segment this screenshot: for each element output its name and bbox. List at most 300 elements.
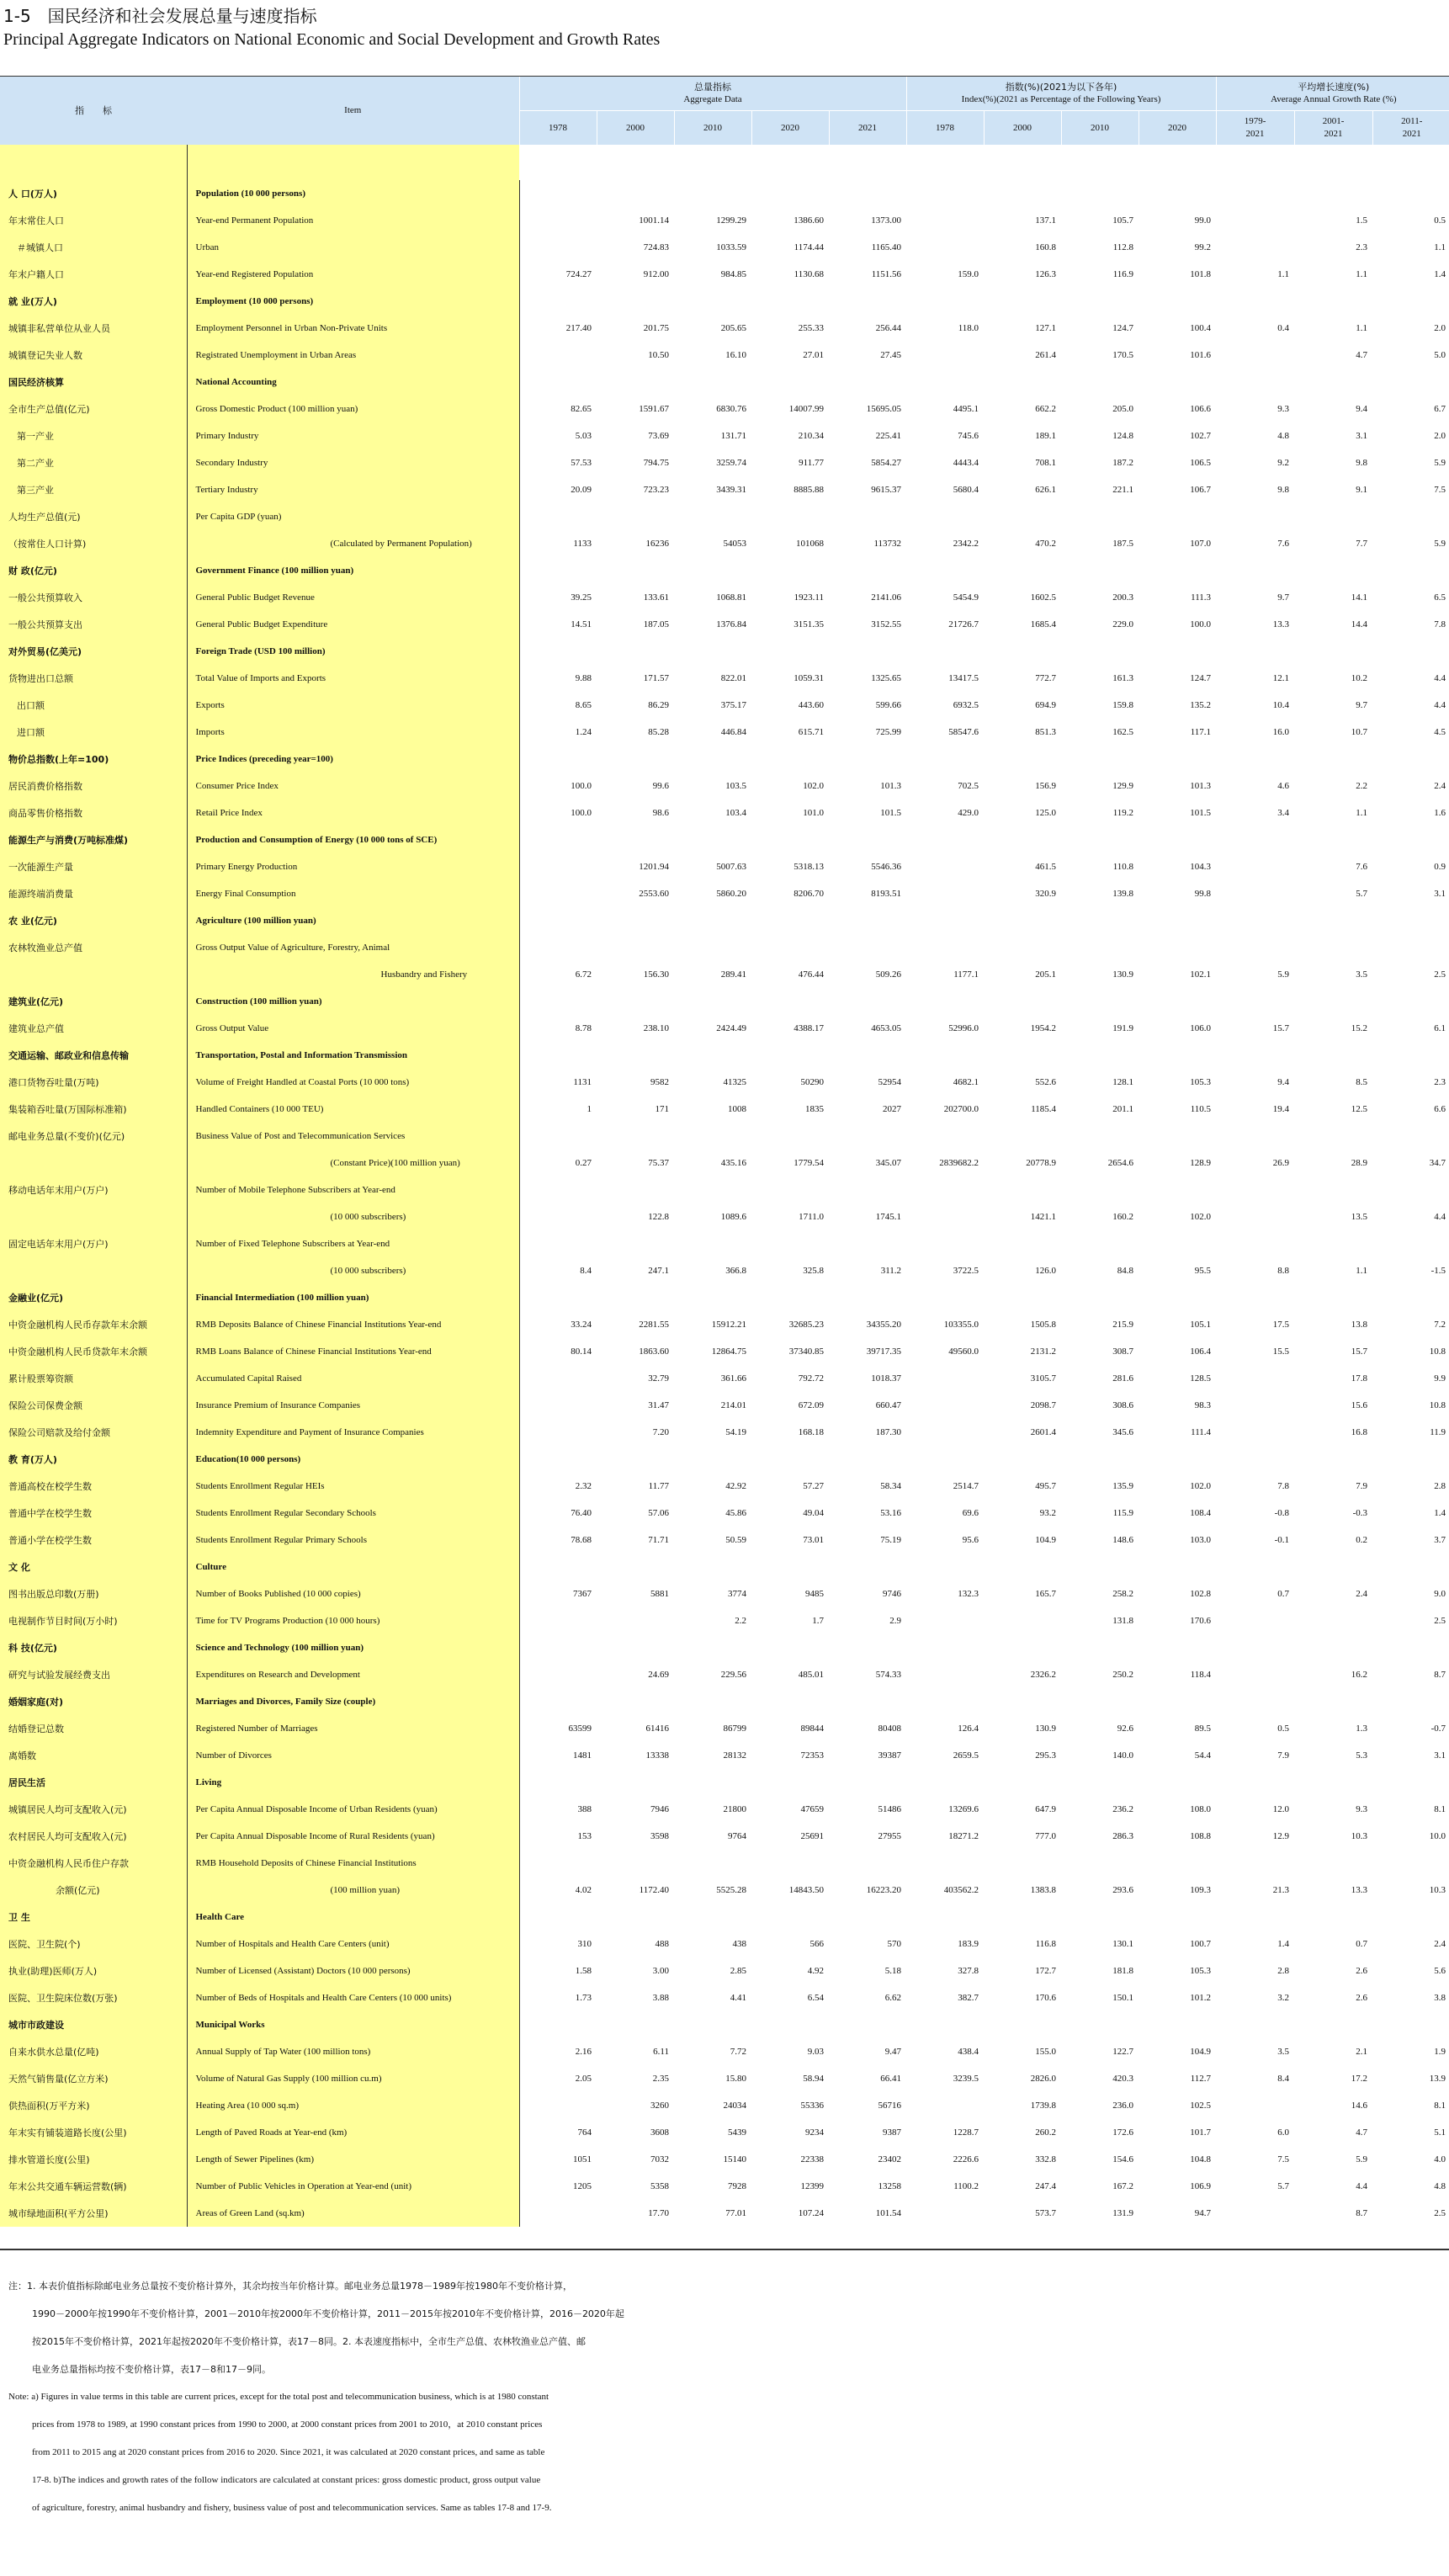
header-idx-year: 2020: [1138, 111, 1216, 146]
aggregate-value-cell: [519, 1176, 597, 1203]
index-value-cell: 104.8: [1190, 2154, 1212, 2164]
index-value-cell: 205.1: [1035, 969, 1057, 980]
growth-rate-cell: 5.6: [1434, 1966, 1446, 1976]
index-value-cell: [906, 1769, 984, 1796]
index-value-cell: [1061, 1688, 1138, 1715]
index-value-cell: 21726.7: [948, 619, 979, 629]
aggregate-value-cell: 1299.29: [716, 215, 746, 226]
growth-rate-cell: [1372, 934, 1449, 961]
indicator-name-en: (100 million yuan): [187, 1877, 519, 1904]
header-group-index: [906, 77, 1216, 111]
index-value-cell: 202700.0: [943, 1104, 979, 1114]
indicator-name-cn: 城镇登记失业人数: [0, 342, 187, 369]
aggregate-value-cell: 5881: [650, 1589, 669, 1599]
growth-rate-cell: [1372, 907, 1449, 934]
index-value-cell: 1739.8: [1030, 2101, 1057, 2111]
aggregate-value-cell: [674, 1284, 751, 1311]
indicator-name-en: Length of Paved Roads at Year-end (km): [187, 2119, 519, 2146]
index-value-cell: 139.8: [1112, 889, 1134, 899]
index-value-cell: 201.1: [1112, 1104, 1134, 1114]
section-header-row: [0, 907, 1449, 934]
indicator-name-cn: 全市生产总值(亿元): [0, 396, 187, 422]
index-value-cell: [906, 1661, 984, 1688]
growth-rate-cell: [1216, 234, 1294, 261]
index-value-cell: [984, 907, 1061, 934]
aggregate-value-cell: 89844: [800, 1724, 824, 1734]
aggregate-value-cell: 85.28: [648, 727, 669, 737]
aggregate-value-cell: [674, 907, 751, 934]
aggregate-value-cell: 615.71: [798, 727, 824, 737]
indicator-name-cn: 商品零售价格指数: [0, 799, 187, 826]
aggregate-value-cell: 1835: [805, 1104, 824, 1114]
aggregate-value-cell: 7.72: [730, 2047, 746, 2057]
growth-rate-cell: [1372, 1688, 1449, 1715]
aggregate-value-cell: 1.24: [519, 719, 597, 746]
aggregate-value-cell: [519, 180, 597, 207]
index-value-cell: [906, 934, 984, 961]
aggregate-value-cell: 13338: [645, 1750, 669, 1761]
growth-rate-cell: 6.6: [1434, 1104, 1446, 1114]
growth-rate-cell: 3.5: [1277, 2047, 1290, 2057]
table-row: [0, 2038, 1449, 2065]
aggregate-value-cell: 39.25: [519, 584, 597, 611]
growth-rate-cell: [1372, 1904, 1449, 1931]
aggregate-value-cell: 75.37: [648, 1158, 669, 1168]
note-en-line: of agriculture, forestry, animal husbandry and fishery, business value of post and telecommunication services. Same as tables 17-8 and 17-9.: [32, 2503, 552, 2513]
table-row: [0, 1150, 1449, 1176]
index-value-cell: 128.1: [1112, 1077, 1134, 1087]
index-value-cell: [984, 1769, 1061, 1796]
growth-rate-cell: [1372, 1634, 1449, 1661]
header-item-en: Item: [187, 77, 519, 145]
aggregate-value-cell: 2027: [883, 1104, 902, 1114]
aggregate-value-cell: [519, 369, 597, 396]
aggregate-value-cell: [519, 880, 597, 907]
aggregate-value-cell: [597, 1230, 674, 1257]
indicator-name-cn: 图书出版总印数(万册): [0, 1580, 187, 1607]
aggregate-value-cell: [519, 1607, 597, 1634]
index-value-cell: [906, 907, 984, 934]
indicator-name-cn: [0, 961, 187, 988]
aggregate-value-cell: [597, 1446, 674, 1473]
index-value-cell: 102.1: [1190, 969, 1212, 980]
growth-rate-cell: 4.4: [1434, 673, 1446, 683]
aggregate-value-cell: 66.41: [880, 2074, 902, 2084]
index-value-cell: 101.8: [1190, 269, 1212, 279]
index-value-cell: 106.5: [1190, 458, 1212, 468]
index-value-cell: 2342.2: [953, 539, 979, 549]
index-value-cell: [1138, 907, 1216, 934]
indicator-name-en: Culture: [187, 1554, 519, 1580]
indicator-name-cn: 农 业(亿元): [0, 907, 187, 934]
index-value-cell: 189.1: [1035, 431, 1057, 441]
growth-rate-cell: -1.5: [1430, 1266, 1446, 1276]
growth-rate-cell: 17.2: [1351, 2074, 1368, 2084]
aggregate-value-cell: 51486: [878, 1804, 902, 1814]
index-value-cell: 18271.2: [948, 1831, 979, 1841]
indicator-name-cn: 电视制作节目时间(万小时): [0, 1607, 187, 1634]
aggregate-value-cell: [674, 2011, 751, 2038]
table-row: [0, 2200, 1449, 2227]
aggregate-value-cell: 1018.37: [871, 1373, 902, 1384]
growth-rate-cell: 2.0: [1434, 431, 1446, 441]
index-value-cell: 3105.7: [1030, 1373, 1057, 1384]
aggregate-value-cell: 56716: [878, 2101, 902, 2111]
aggregate-value-cell: 103.4: [725, 808, 746, 818]
index-value-cell: 117.1: [1190, 727, 1212, 737]
indicator-name-cn: 固定电话年末用户(万户): [0, 1230, 187, 1257]
aggregate-value-cell: 24034: [723, 2101, 746, 2111]
aggregate-value-cell: [519, 2011, 597, 2038]
indicator-name-cn: 执业(助理)医师(万人): [0, 1957, 187, 1984]
growth-rate-cell: [1294, 1688, 1372, 1715]
index-value-cell: 104.9: [1190, 2047, 1212, 2057]
indicator-name-en: Transportation, Postal and Information Transmission: [187, 1042, 519, 1069]
growth-rate-cell: 1.1: [1356, 269, 1368, 279]
table-row: [0, 773, 1449, 799]
aggregate-value-cell: 485.01: [798, 1670, 824, 1680]
aggregate-value-cell: [829, 1042, 906, 1069]
index-value-cell: 250.2: [1112, 1670, 1134, 1680]
aggregate-value-cell: [597, 369, 674, 396]
aggregate-value-cell: [829, 1634, 906, 1661]
index-value-cell: 106.0: [1190, 1023, 1212, 1033]
growth-rate-cell: [1216, 1203, 1294, 1230]
table-row: [0, 2065, 1449, 2092]
index-value-cell: [906, 1607, 984, 1634]
aggregate-value-cell: 8193.51: [871, 889, 902, 899]
index-value-cell: 2839682.2: [939, 1158, 979, 1168]
aggregate-value-cell: [829, 1688, 906, 1715]
indicator-name-cn: （按常住人口计算): [0, 530, 187, 557]
table-row: [0, 2092, 1449, 2119]
aggregate-value-cell: 4388.17: [794, 1023, 824, 1033]
index-value-cell: 156.9: [1035, 781, 1057, 791]
index-value-cell: [1138, 934, 1216, 961]
index-value-cell: 170.6: [1190, 1616, 1212, 1626]
index-value-cell: 109.3: [1190, 1885, 1212, 1895]
aggregate-value-cell: 58.94: [803, 2074, 824, 2084]
aggregate-value-cell: 443.60: [798, 700, 824, 710]
table-row: [0, 1742, 1449, 1769]
indicator-name-cn: 农林牧渔业总产值: [0, 934, 187, 961]
growth-rate-cell: 10.8: [1429, 1346, 1446, 1357]
growth-rate-cell: 16.8: [1351, 1427, 1368, 1437]
index-value-cell: 708.1: [1035, 458, 1057, 468]
table-row: [0, 1176, 1449, 1203]
header-group-growth-cn: 平均增长速度(%): [1298, 82, 1370, 93]
growth-rate-cell: 9.1: [1356, 485, 1368, 495]
aggregate-value-cell: 5358: [650, 2181, 669, 2191]
growth-rate-cell: [1372, 503, 1449, 530]
indicator-name-cn: 移动电话年末用户(万户): [0, 1176, 187, 1203]
growth-rate-cell: [1216, 1446, 1294, 1473]
growth-rate-cell: [1294, 1607, 1372, 1634]
aggregate-value-cell: 2281.55: [639, 1320, 669, 1330]
aggregate-value-cell: 1923.11: [794, 592, 824, 603]
aggregate-value-cell: 73.69: [648, 431, 669, 441]
aggregate-value-cell: [829, 1284, 906, 1311]
aggregate-value-cell: [829, 1176, 906, 1203]
growth-rate-cell: 1.9: [1434, 2047, 1446, 2057]
aggregate-value-cell: 32685.23: [788, 1320, 824, 1330]
aggregate-value-cell: 2.85: [730, 1966, 746, 1976]
table-row: [0, 530, 1449, 557]
growth-rate-cell: [1216, 1688, 1294, 1715]
table-row: [0, 1311, 1449, 1338]
aggregate-value-cell: [519, 1123, 597, 1150]
index-value-cell: [906, 503, 984, 530]
aggregate-value-cell: [674, 557, 751, 584]
aggregate-value-cell: [519, 2092, 597, 2119]
index-value-cell: 165.7: [1035, 1589, 1057, 1599]
index-value-cell: [1061, 288, 1138, 315]
aggregate-value-cell: 7946: [650, 1804, 669, 1814]
index-value-cell: 495.7: [1035, 1481, 1057, 1491]
index-value-cell: [1138, 988, 1216, 1015]
growth-rate-cell: 1.5: [1356, 215, 1368, 226]
index-value-cell: 5680.4: [953, 485, 979, 495]
aggregate-value-cell: 3.00: [652, 1966, 669, 1976]
index-value-cell: 382.7: [958, 1993, 979, 2003]
growth-rate-cell: 6.0: [1277, 2127, 1290, 2138]
header-group-index-en: Index(%)(2021 as Percentage of the Following Years): [961, 94, 1161, 104]
indicator-name-cn: 普通中学在校学生数: [0, 1500, 187, 1527]
index-value-cell: [984, 934, 1061, 961]
index-value-cell: 167.2: [1112, 2181, 1134, 2191]
indicator-name-cn: 普通高校在校学生数: [0, 1473, 187, 1500]
index-value-cell: 101.3: [1190, 781, 1212, 791]
indicator-name-cn: 就 业(万人): [0, 288, 187, 315]
aggregate-value-cell: 238.10: [643, 1023, 669, 1033]
index-value-cell: 345.6: [1112, 1427, 1134, 1437]
index-value-cell: [1061, 1904, 1138, 1931]
index-value-cell: [984, 1634, 1061, 1661]
index-value-cell: 13417.5: [948, 673, 979, 683]
aggregate-value-cell: [674, 503, 751, 530]
growth-rate-cell: [1216, 2092, 1294, 2119]
aggregate-value-cell: 8206.70: [794, 889, 824, 899]
aggregate-value-cell: 15912.21: [711, 1320, 746, 1330]
aggregate-value-cell: 99.6: [652, 781, 669, 791]
indicator-name-en: Retail Price Index: [187, 799, 519, 826]
section-header-row: [0, 1042, 1449, 1069]
growth-rate-cell: 1.1: [1434, 242, 1446, 252]
index-value-cell: 1100.2: [953, 2181, 979, 2191]
section-header-row: [0, 180, 1449, 207]
aggregate-value-cell: 28132: [723, 1750, 746, 1761]
table-row: [0, 1096, 1449, 1123]
index-value-cell: [1061, 1769, 1138, 1796]
index-value-cell: 95.6: [962, 1535, 979, 1545]
header-group-aggregate-cn: 总量指标: [694, 82, 732, 93]
aggregate-value-cell: [751, 180, 829, 207]
table-row: [0, 207, 1449, 234]
aggregate-value-cell: [674, 1634, 751, 1661]
growth-rate-cell: 9.2: [1277, 458, 1290, 468]
aggregate-value-cell: 723.23: [643, 485, 669, 495]
indicator-name-en: Municipal Works: [187, 2011, 519, 2038]
aggregate-value-cell: [519, 853, 597, 880]
aggregate-value-cell: 187.30: [875, 1427, 902, 1437]
index-value-cell: 308.7: [1112, 1346, 1134, 1357]
aggregate-value-cell: 435.16: [720, 1158, 746, 1168]
growth-rate-cell: [1216, 557, 1294, 584]
index-value-cell: 20778.9: [1026, 1158, 1057, 1168]
growth-rate-cell: [1372, 1554, 1449, 1580]
aggregate-value-cell: 1779.54: [794, 1158, 824, 1168]
index-value-cell: [1138, 1850, 1216, 1877]
aggregate-value-cell: 101.5: [880, 808, 902, 818]
index-value-cell: [906, 1419, 984, 1446]
table-row: [0, 1580, 1449, 1607]
table-row: [0, 1123, 1449, 1150]
aggregate-value-cell: [519, 1634, 597, 1661]
growth-rate-cell: 7.5: [1434, 485, 1446, 495]
aggregate-value-cell: [674, 180, 751, 207]
growth-rate-cell: 7.8: [1434, 619, 1446, 629]
indicator-name-en: Registered Number of Marriages: [187, 1715, 519, 1742]
index-value-cell: 104.3: [1190, 862, 1212, 872]
growth-rate-cell: [1372, 1176, 1449, 1203]
index-value-cell: [984, 1688, 1061, 1715]
table-row: [0, 1338, 1449, 1365]
table-title-en: Principal Aggregate Indicators on National Economic and Social Development and Growth Rates: [3, 30, 661, 49]
indicator-name-en: Accumulated Capital Raised: [187, 1365, 519, 1392]
aggregate-value-cell: 724.83: [643, 242, 669, 252]
indicator-name-cn: 结婚登记总数: [0, 1715, 187, 1742]
aggregate-value-cell: 6.11: [653, 2047, 669, 2057]
aggregate-value-cell: 9615.37: [871, 485, 902, 495]
index-value-cell: 6932.5: [953, 700, 979, 710]
growth-rate-cell: 4.8: [1434, 2181, 1446, 2191]
index-value-cell: 93.2: [1039, 1508, 1057, 1518]
aggregate-value-cell: 476.44: [798, 969, 824, 980]
index-value-cell: 122.7: [1112, 2047, 1134, 2057]
aggregate-value-cell: 14843.50: [788, 1885, 824, 1895]
index-value-cell: [906, 826, 984, 853]
growth-rate-cell: 5.9: [1434, 458, 1446, 468]
aggregate-value-cell: [597, 907, 674, 934]
growth-rate-cell: 1.6: [1434, 808, 1446, 818]
aggregate-value-cell: 9582: [650, 1077, 669, 1087]
aggregate-value-cell: 101.3: [880, 781, 902, 791]
index-value-cell: [1061, 638, 1138, 665]
indicator-name-cn: 财 政(亿元): [0, 557, 187, 584]
index-value-cell: [984, 1554, 1061, 1580]
aggregate-value-cell: [829, 907, 906, 934]
aggregate-value-cell: 5854.27: [871, 458, 902, 468]
aggregate-value-cell: 1201.94: [639, 862, 669, 872]
growth-rate-cell: 3.1: [1434, 889, 1446, 899]
growth-rate-cell: 9.8: [1356, 458, 1368, 468]
growth-rate-cell: [1372, 1284, 1449, 1311]
aggregate-value-cell: [519, 1769, 597, 1796]
aggregate-value-cell: [519, 207, 597, 234]
indicator-name-en: National Accounting: [187, 369, 519, 396]
index-value-cell: 135.2: [1190, 700, 1212, 710]
growth-rate-cell: 10.4: [1272, 700, 1290, 710]
aggregate-value-cell: [519, 1904, 597, 1931]
aggregate-value-cell: 32.79: [648, 1373, 669, 1384]
index-value-cell: [906, 1446, 984, 1473]
growth-rate-cell: 4.0: [1434, 2154, 1446, 2164]
indicator-name-cn: 中资金融机构人民币存款年末余额: [0, 1311, 187, 1338]
table-row: [0, 422, 1449, 449]
growth-rate-cell: 1.1: [1356, 1266, 1368, 1276]
indicator-name-en: Year-end Permanent Population: [187, 207, 519, 234]
index-value-cell: 191.9: [1112, 1023, 1134, 1033]
index-value-cell: 160.2: [1112, 1212, 1134, 1222]
aggregate-value-cell: 78.68: [519, 1527, 597, 1554]
aggregate-value-cell: 39387: [878, 1750, 902, 1761]
aggregate-value-cell: 3.88: [652, 1993, 669, 2003]
index-value-cell: 108.0: [1190, 1804, 1212, 1814]
growth-rate-cell: [1216, 1850, 1294, 1877]
aggregate-value-cell: 2.32: [519, 1473, 597, 1500]
index-value-cell: [906, 1634, 984, 1661]
indicator-name-en: Number of Books Published (10 000 copies): [187, 1580, 519, 1607]
index-value-cell: [984, 1042, 1061, 1069]
indicator-name-cn: 排水管道长度(公里): [0, 2146, 187, 2173]
index-value-cell: 403562.2: [943, 1885, 979, 1895]
header-group-growth: [1216, 77, 1449, 111]
index-value-cell: 105.3: [1190, 1966, 1212, 1976]
growth-rate-cell: [1216, 1176, 1294, 1203]
indicator-name-cn: 金融业(亿元): [0, 1284, 187, 1311]
growth-rate-cell: 5.1: [1434, 2127, 1446, 2138]
aggregate-value-cell: 101068: [796, 539, 824, 549]
growth-rate-cell: [1294, 557, 1372, 584]
growth-rate-cell: 13.8: [1351, 1320, 1368, 1330]
aggregate-value-cell: 103.5: [725, 781, 746, 791]
aggregate-value-cell: 3151.35: [794, 619, 824, 629]
index-value-cell: [984, 369, 1061, 396]
indicator-name-cn: ＃城镇人口: [0, 234, 187, 261]
aggregate-value-cell: 225.41: [875, 431, 902, 441]
index-value-cell: 286.3: [1112, 1831, 1134, 1841]
section-header-row: [0, 1769, 1449, 1796]
section-header-row: [0, 1554, 1449, 1580]
note-cn-line: 注：1. 本表价值指标除邮电业务总量按不变价格计算外，其余均按当年价格计算。邮电业务总量1978－1989年按1980年不变价格计算，: [8, 2281, 572, 2292]
aggregate-value-cell: 9485: [805, 1589, 824, 1599]
indicator-name-en: Students Enrollment Regular HEIs: [187, 1473, 519, 1500]
aggregate-value-cell: [829, 1904, 906, 1931]
index-value-cell: [906, 2092, 984, 2119]
growth-rate-cell: [1216, 1230, 1294, 1257]
table-row: [0, 342, 1449, 369]
growth-rate-cell: 10.8: [1429, 1400, 1446, 1410]
aggregate-value-cell: [597, 1688, 674, 1715]
indicator-name-en: Husbandry and Fishery: [187, 961, 519, 988]
growth-rate-cell: 9.8: [1277, 485, 1290, 495]
index-value-cell: [1061, 746, 1138, 773]
index-value-cell: [1061, 1634, 1138, 1661]
index-value-cell: 99.8: [1194, 889, 1212, 899]
indicator-name-cn: 第一产业: [0, 422, 187, 449]
header-group-aggregate: [519, 77, 906, 111]
growth-rate-cell: 15.5: [1272, 1346, 1290, 1357]
index-value-cell: 662.2: [1035, 404, 1057, 414]
growth-rate-cell: 5.3: [1356, 1750, 1368, 1761]
growth-rate-cell: 9.7: [1277, 592, 1290, 603]
growth-rate-cell: [1216, 1042, 1294, 1069]
growth-rate-cell: [1294, 988, 1372, 1015]
growth-rate-cell: [1294, 638, 1372, 665]
aggregate-value-cell: [751, 1446, 829, 1473]
header-growth-period: 1979- 2021: [1216, 111, 1294, 146]
indicator-name-en: Gross Output Value of Agriculture, Forestry, Animal: [187, 934, 519, 961]
